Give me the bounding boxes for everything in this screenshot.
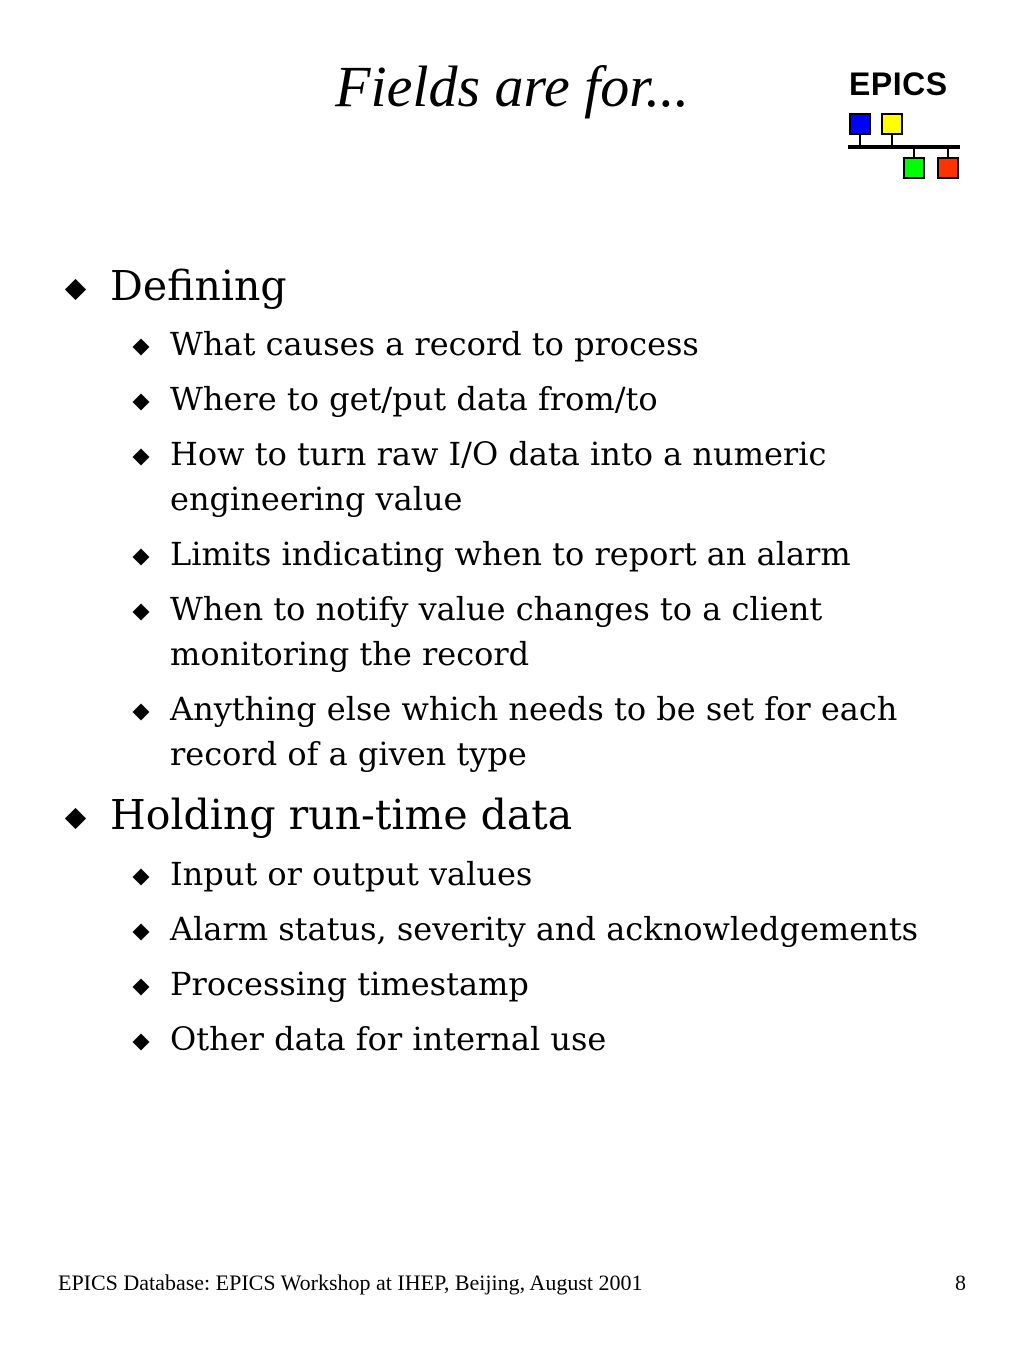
sub-bullet: What causes a record to process	[170, 325, 699, 363]
sub-bullet-diamond	[133, 1034, 150, 1051]
logo-green-square	[904, 158, 924, 178]
sub-bullet: Alarm status, severity and acknowledgements	[170, 910, 919, 948]
sub-bullet-diamond	[133, 704, 150, 721]
bullet-holding-run-time-data: Holding run-time data	[110, 791, 573, 839]
sub-bullet-diamond	[133, 924, 150, 941]
sub-bullet: Limits indicating when to report an alarm	[170, 535, 851, 573]
sub-bullet: Anything else which needs to be set for each	[170, 690, 898, 728]
sub-bullet-diamond	[133, 339, 150, 356]
sub-bullet: How to turn raw I/O data into a numeric	[170, 435, 827, 473]
sub-bullet: Where to get/put data from/to	[170, 380, 658, 418]
sub-bullet: Input or output values	[170, 855, 533, 893]
sub-bullet-diamond	[133, 869, 150, 886]
sub-bullet-diamond	[133, 604, 150, 621]
logo-red-square	[938, 158, 958, 178]
sub-bullet: Processing timestamp	[170, 965, 529, 1003]
logo-blue-square	[850, 114, 870, 134]
logo-graphic	[846, 106, 964, 186]
sub-bullet-continuation: record of a given type	[170, 735, 527, 773]
sub-bullet-diamond	[133, 449, 150, 466]
bullet-defining: Defining	[110, 262, 287, 310]
sub-bullet-diamond	[133, 979, 150, 996]
bullet-diamond	[65, 279, 86, 300]
logo-yellow-square	[882, 114, 902, 134]
sub-bullet-continuation: engineering value	[170, 480, 463, 518]
slide-title: Fields are for...	[335, 54, 689, 119]
sub-bullet: Other data for internal use	[170, 1020, 607, 1058]
sub-bullet-diamond	[133, 394, 150, 411]
bullet-diamond	[65, 808, 86, 829]
footer-text: EPICS Database: EPICS Workshop at IHEP, Beijing, August 2001	[58, 1270, 643, 1295]
sub-bullet: When to notify value changes to a client	[170, 590, 823, 628]
logo-text: EPICS	[849, 66, 948, 102]
epics-logo	[846, 66, 964, 186]
sub-bullet-continuation: monitoring the record	[170, 635, 530, 673]
page-number: 8	[955, 1270, 966, 1295]
sub-bullet-diamond	[133, 549, 150, 566]
